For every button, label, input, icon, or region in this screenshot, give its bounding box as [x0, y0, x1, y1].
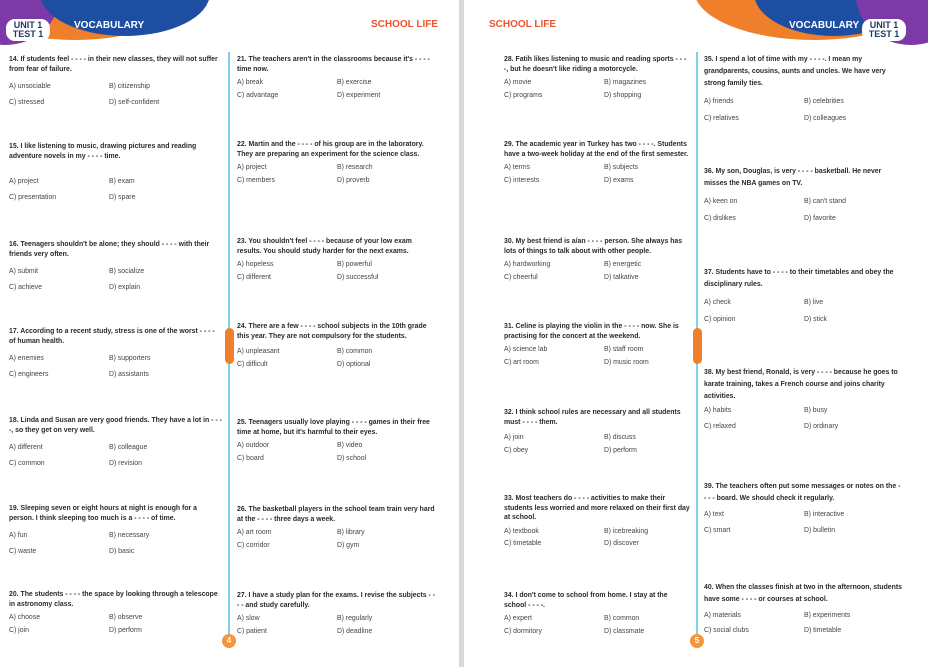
option-c[interactable]: C) relatives [704, 115, 739, 122]
option-d[interactable]: D) shopping [604, 91, 642, 99]
question-stem: 16. Teenagers shouldn't be alone; they should - - - - with their friends very often. [9, 241, 210, 258]
test-label: TEST 1 [12, 29, 44, 39]
option-a[interactable]: A) fun [9, 532, 28, 540]
option-d[interactable]: D) timetable [804, 627, 842, 634]
option-a[interactable]: A) science lab [504, 346, 548, 354]
question-26 [237, 505, 437, 550]
question-20 [9, 590, 222, 635]
question-stem: 21. The teachers aren't in the classrooms because it's - - - - time now. [237, 56, 430, 73]
option-c[interactable]: C) social clubs [704, 627, 749, 634]
option-b[interactable]: B) exam [109, 178, 135, 186]
option-c[interactable]: C) cheerful [504, 273, 538, 281]
option-a[interactable]: A) join [504, 434, 524, 442]
option-d[interactable]: D) classmate [604, 627, 645, 635]
option-d[interactable]: D) experiment [337, 91, 381, 99]
option-d[interactable]: D) gym [337, 541, 360, 549]
right-page [464, 0, 928, 667]
question-15 [9, 142, 222, 202]
option-b[interactable]: B) discuss [604, 434, 636, 442]
question-stem: 14. If students feel - - - - in their new classes, they will not suffer from fear of failure. [9, 56, 218, 73]
option-a[interactable]: A) hardworking [504, 261, 551, 269]
option-d[interactable]: D) talkative [604, 273, 639, 281]
option-b[interactable]: B) icebreaking [604, 527, 649, 535]
option-a[interactable]: A) check [704, 299, 731, 306]
unit-label: UNIT 1 [869, 20, 899, 30]
option-a[interactable]: A) habits [704, 407, 732, 414]
option-d[interactable]: D) deadline [337, 627, 373, 635]
option-b[interactable]: B) observe [109, 614, 143, 622]
question-35 [704, 54, 904, 125]
option-a[interactable]: A) project [237, 164, 267, 172]
option-b[interactable]: B) video [337, 442, 363, 450]
option-a[interactable]: A) keen on [704, 198, 738, 205]
option-a[interactable]: A) different [9, 444, 43, 452]
option-b[interactable]: B) common [337, 348, 373, 356]
question-23 [237, 237, 437, 282]
option-c[interactable]: C) programs [504, 91, 543, 99]
question-stem: 36. My son, Douglas, is very - - - - basketball. He never misses the NBA games on TV. [704, 168, 882, 187]
option-c[interactable]: C) board [237, 454, 264, 462]
option-b[interactable]: B) regularly [337, 615, 373, 623]
option-b[interactable]: B) busy [804, 407, 828, 414]
option-c[interactable]: C) smart [704, 527, 731, 534]
question-27 [237, 591, 437, 636]
question-stem: 29. The academic year in Turkey has two - - - -. Students have a two-week holiday at the end of the first semester. [504, 141, 689, 158]
option-d[interactable]: D) assistants [109, 370, 149, 378]
question-34 [504, 591, 690, 636]
option-a[interactable]: A) art room [237, 529, 272, 537]
option-b[interactable]: B) can't stand [804, 198, 846, 205]
vocabulary-label: VOCABULARY [789, 20, 860, 31]
option-a[interactable]: A) unpleasant [237, 348, 280, 356]
option-a[interactable]: A) project [9, 178, 39, 186]
option-d[interactable]: D) perform [109, 626, 142, 634]
question-37 [704, 267, 904, 326]
option-a[interactable]: A) materials [704, 612, 741, 619]
question-stem: 34. I don't come to school from home. I stay at the school - - - -. [504, 592, 668, 609]
option-b[interactable]: B) supporters [109, 355, 151, 363]
option-d[interactable]: D) school [337, 454, 367, 462]
option-a[interactable]: A) slow [237, 615, 260, 623]
unit-test-badge [862, 19, 906, 41]
option-c[interactable]: C) dormitory [504, 627, 542, 635]
question-36 [704, 166, 904, 225]
option-d[interactable]: D) colleagues [804, 115, 847, 122]
option-d[interactable]: D) ordinary [804, 423, 839, 430]
question-31 [504, 322, 690, 367]
option-c[interactable]: C) dislikes [704, 215, 736, 222]
question-stem: 20. The students - - - - the space by looking through a telescope in astronomy class. [9, 591, 218, 608]
option-a[interactable]: A) friends [704, 98, 734, 105]
option-d[interactable]: D) explain [109, 283, 141, 291]
option-c[interactable]: C) members [237, 176, 275, 184]
question-stem: 27. I have a study plan for the exams. I revise the subjects - - - - and study carefully. [237, 592, 435, 609]
option-d[interactable]: D) bulletin [804, 527, 836, 534]
unit-test-badge [6, 19, 50, 41]
question-18 [9, 416, 222, 468]
option-a[interactable]: A) choose [9, 614, 41, 622]
unit-label: UNIT 1 [13, 20, 43, 30]
option-c[interactable]: C) relaxed [704, 423, 736, 430]
option-b[interactable]: B) common [604, 615, 640, 623]
question-19 [9, 504, 222, 556]
question-28 [504, 55, 690, 100]
question-22 [237, 140, 437, 185]
question-stem: 18. Linda and Susan are very good friends. They have a lot in - - - -, so they get on very well. [9, 417, 222, 434]
question-stem: 15. I like listening to music, drawing pictures and reading adventure novels in my - - - - time. [9, 143, 197, 160]
option-c[interactable]: C) obey [504, 446, 529, 454]
option-b[interactable]: B) celebrities [804, 98, 844, 105]
option-c[interactable]: C) opinion [704, 316, 736, 323]
option-a[interactable]: A) break [237, 79, 264, 87]
option-c[interactable]: C) interests [504, 176, 540, 184]
section-title: SCHOOL LIFE [489, 19, 557, 30]
option-a[interactable]: A) expert [504, 615, 532, 623]
option-d[interactable]: D) self-confident [109, 98, 160, 106]
question-17 [9, 327, 222, 379]
option-a[interactable]: A) submit [9, 268, 39, 276]
question-stem: 30. My best friend is a/an - - - - person. She always has lots of things to talk about with other people. [504, 238, 683, 255]
option-c[interactable]: C) join [9, 626, 29, 634]
option-a[interactable]: A) unsociable [9, 83, 51, 91]
question-stem: 33. Most teachers do - - - - activities to make their students less worried and more relaxed on their first day at school. [504, 495, 690, 522]
option-c[interactable]: C) stressed [9, 98, 45, 106]
question-25 [237, 418, 437, 463]
question-30 [504, 237, 690, 282]
question-stem: 32. I think school rules are necessary and all students must - - - - them. [504, 409, 681, 426]
option-b[interactable]: B) subjects [604, 164, 639, 172]
option-b[interactable]: B) energetic [604, 261, 642, 269]
question-stem: 31. Celine is playing the violin in the - - - - now. She is practising for the concert at the weekend. [504, 323, 679, 340]
option-a[interactable]: A) enemies [9, 355, 44, 363]
question-40 [704, 582, 904, 637]
option-c[interactable]: C) corridor [237, 541, 270, 549]
question-38 [704, 367, 904, 433]
option-c[interactable]: C) difficult [237, 360, 268, 368]
option-c[interactable]: C) presentation [9, 193, 57, 201]
option-a[interactable]: A) textbook [504, 527, 539, 535]
vocabulary-label: VOCABULARY [74, 20, 145, 31]
option-b[interactable]: B) live [804, 299, 824, 306]
option-b[interactable]: B) magazines [604, 79, 647, 87]
side-tab [225, 328, 234, 364]
option-d[interactable]: D) perform [604, 446, 637, 454]
option-b[interactable]: B) staff room [604, 346, 644, 354]
left-page [0, 0, 459, 667]
option-b[interactable]: B) library [337, 529, 365, 537]
question-24 [237, 322, 437, 369]
question-stem: 37. Students have to - - - - to their timetables and obey the disciplinary rules. [704, 269, 894, 288]
question-32 [504, 408, 690, 455]
option-d[interactable]: D) basic [109, 547, 135, 555]
option-d[interactable]: D) discover [604, 540, 639, 548]
page-number: 4 [222, 634, 236, 648]
option-b[interactable]: B) powerful [337, 261, 372, 269]
question-stem: 19. Sleeping seven or eight hours at night is enough for a person. I think sleeping too much is a - - - - of time. [9, 505, 197, 522]
option-b[interactable]: B) research [337, 164, 373, 172]
option-d[interactable]: D) exams [604, 176, 634, 184]
option-a[interactable]: A) terms [504, 164, 531, 172]
option-b[interactable]: B) exercise [337, 79, 372, 87]
option-c[interactable]: C) waste [9, 547, 37, 555]
page-number: 5 [690, 634, 704, 648]
option-b[interactable]: B) socialize [109, 268, 145, 276]
option-b[interactable]: B) colleague [109, 444, 148, 452]
question-29 [504, 140, 690, 185]
option-d[interactable]: D) optional [337, 360, 371, 368]
option-c[interactable]: C) art room [504, 358, 539, 366]
question-stem: 17. According to a recent study, stress is one of the worst - - - - of human health. [9, 328, 215, 345]
question-stem: 24. There are a few - - - - school subjects in the 10th grade this year. They are not compulsory for the students. [237, 323, 427, 340]
option-d[interactable]: D) music room [604, 358, 649, 366]
question-21 [237, 55, 437, 100]
option-c[interactable]: C) timetable [504, 540, 542, 548]
option-c[interactable]: C) common [9, 459, 45, 467]
option-c[interactable]: C) different [237, 273, 271, 281]
question-stem: 22. Martin and the - - - - of his group are in the laboratory. They are preparing an experiment for the science class. [237, 141, 424, 158]
question-stem: 35. I spend a lot of time with my - - - -. I mean my grandparents, cousins, aunts and uncles. We have very strong family ties. [704, 56, 886, 87]
option-b[interactable]: B) necessary [109, 532, 150, 540]
section-title: SCHOOL LIFE [371, 19, 439, 30]
question-stem: 26. The basketball players in the school team train very hard at the - - - - three days a week. [237, 506, 435, 523]
question-stem: 23. You shouldn't feel - - - - because of your low exam results. You should study harder for the next exams. [237, 238, 412, 255]
question-16 [9, 240, 222, 292]
option-a[interactable]: A) hopeless [237, 261, 274, 269]
option-c[interactable]: C) advantage [237, 91, 279, 99]
option-a[interactable]: A) text [704, 511, 724, 518]
option-b[interactable]: B) citizenship [109, 83, 150, 91]
option-d[interactable]: D) revision [109, 459, 142, 467]
question-39 [704, 481, 904, 537]
question-stem: 39. The teachers often put some messages or notes on the - - - - board. We should check it regularly. [704, 483, 901, 502]
option-d[interactable]: D) stick [804, 316, 827, 323]
question-stem: 40. When the classes finish at two in the afternoon, students have some - - - - or courses at school. [704, 584, 902, 603]
option-a[interactable]: A) outdoor [237, 442, 270, 450]
question-14 [9, 55, 222, 107]
question-stem: 28. Fatih likes listening to music and reading sports - - - -, but he doesn't like riding a motorcycle. [504, 56, 687, 73]
option-a[interactable]: A) movie [504, 79, 532, 87]
option-d[interactable]: D) proverb [337, 176, 370, 184]
question-stem: 25. Teenagers usually love playing - - - - games in their free time at home, but it's harmful to their eyes. [237, 419, 430, 436]
test-label: TEST 1 [868, 29, 900, 39]
question-stem: 38. My best friend, Ronald, is very - - - - because he goes to karate training, takes a French course and joins charity activities. [704, 369, 898, 400]
option-b[interactable]: B) interactive [804, 511, 845, 518]
option-d[interactable]: D) favorite [804, 215, 836, 222]
option-b[interactable]: B) experiments [804, 612, 851, 619]
option-c[interactable]: C) engineers [9, 370, 49, 378]
option-c[interactable]: C) patient [237, 627, 267, 635]
option-d[interactable]: D) successful [337, 273, 379, 281]
option-c[interactable]: C) achieve [9, 283, 42, 291]
option-d[interactable]: D) spare [109, 193, 136, 201]
question-33 [504, 494, 690, 549]
